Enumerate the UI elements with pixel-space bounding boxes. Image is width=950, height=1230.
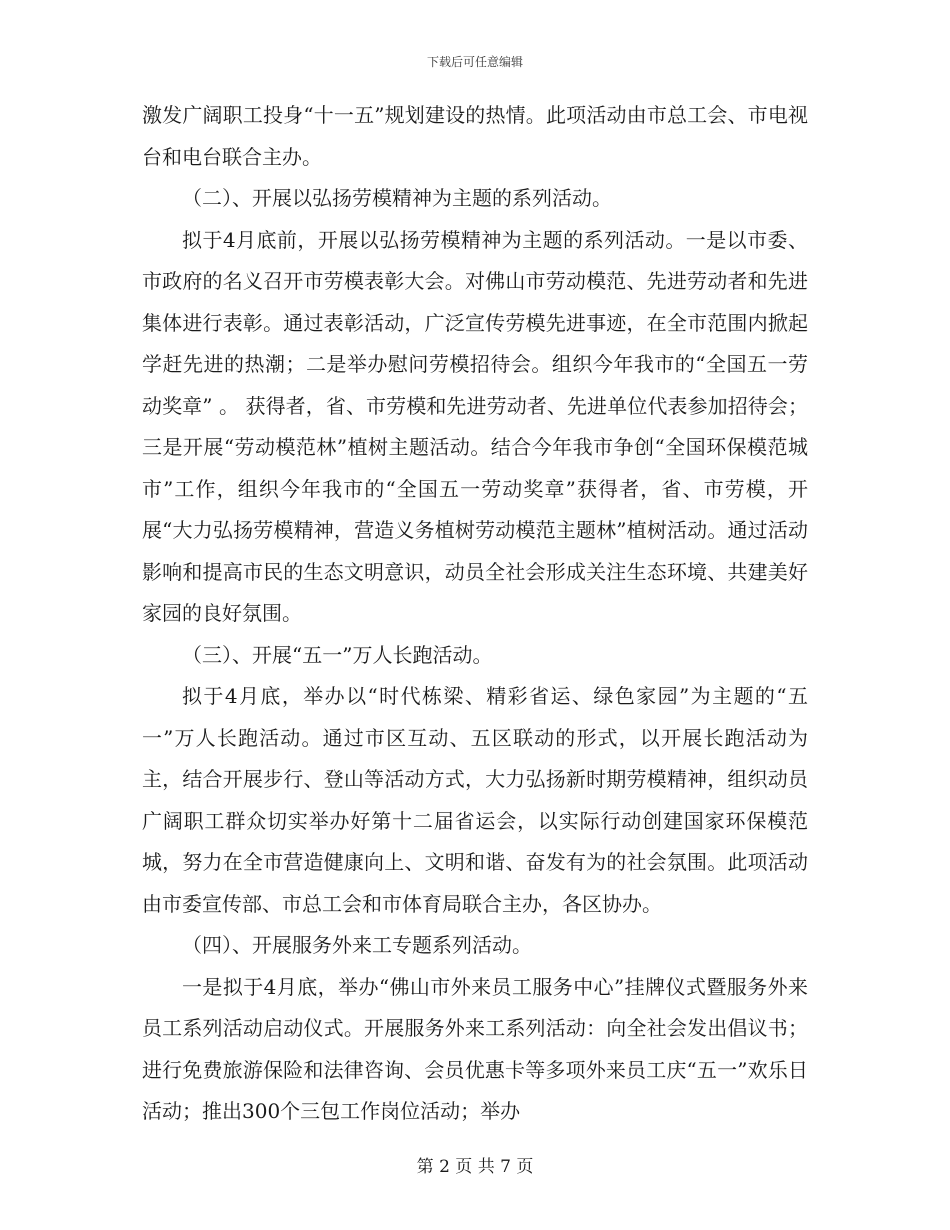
paragraph: 拟于4月底，举办以“时代栋梁、精彩省运、绿色家园”为主题的“五一”万人长跑活动。通过市区互动、五区联动的形式，以开展长跑活动为主，结合开展步行、登山等活动方式，大力弘扬新时期劳模精神，组织动员广阔职工群众切实举办好第十二届省运会，以实际行动创建国家环保模范城，努力在全市营造健康向上、文明和谐、奋发有为的社会氛围。此项活动由市委宣传部、市总工会和市体育局联合主办，各区协办。 <box>142 684 808 916</box>
section-heading-2: （二）、开展以弘扬劳模精神为主题的系列活动。 <box>182 186 612 210</box>
paragraph: 一是拟于4月底，举办“佛山市外来员工服务中心”挂牌仪式暨服务外来员工系列活动启动仪式。开展服务外来工系列活动：向全社会发出倡议书；进行免费旅游保险和法律咨询、会员优惠卡等多项外来员工庆“五一”欢乐日活动；推出300个三包工作岗位活动；举办 <box>142 974 808 1123</box>
paragraph: 激发广阔职工投身“十一五”规划建设的热情。此项活动由市总工会、市电视台和电台联合主办。 <box>142 103 808 169</box>
section-heading-3: （三）、开展“五一”万人长跑活动。 <box>182 642 493 667</box>
page-number: 第 2 页 共 7 页 <box>416 1157 534 1177</box>
page-header-note: 下载后可任意编辑 <box>426 55 523 69</box>
section-heading-4: （四）、开展服务外来工专题系列活动。 <box>182 933 532 957</box>
paragraph: 拟于4月底前，开展以弘扬劳模精神为主题的系列活动。一是以市委、市政府的名义召开市劳模表彰大会。对佛山市劳动模范、先进劳动者和先进集体进行表彰。通过表彰活动，广泛宣传劳模先进事迹，在全市范围内掀起学赶先进的热潮；二是举办慰问劳模招待会。组织今年我市的“全国五一劳动奖章” 。 获得者，省、市劳模和先进劳动者、先进单位代表参加招待会；三是开展“劳动模范林”植树主题活动。结合今年我市争创“全国环保模范城市”工作，组织今年我市的“全国五一劳动奖章”获得者，省、市劳模，开展“大力弘扬劳模精神，营造义务植树劳动模范主题林”植树活动。通过活动影响和提高市民的生态文明意识，动员全社会形成关注生态环境、共建美好家园的良好氛围。 <box>142 227 808 625</box>
document-body <box>142 95 808 1133</box>
